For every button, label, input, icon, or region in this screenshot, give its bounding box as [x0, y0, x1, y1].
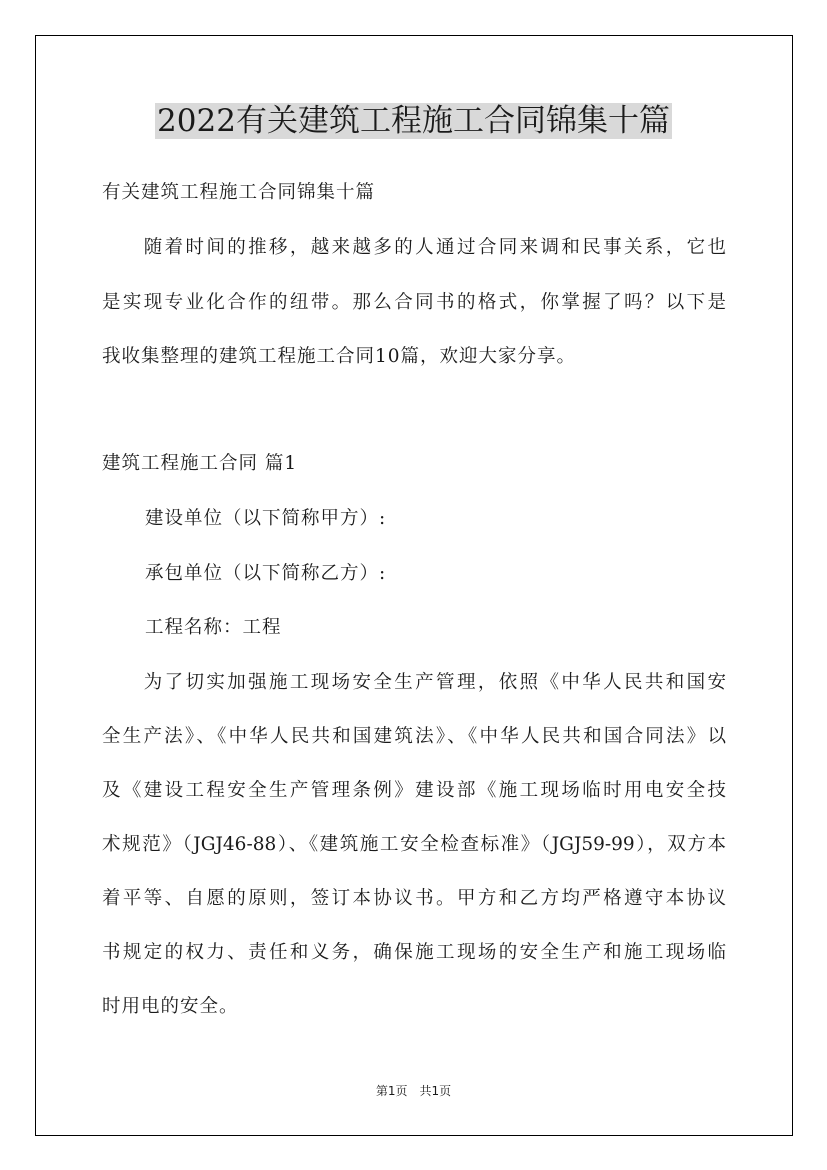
body-line-1: 为了切实加强施工现场安全生产管理，依照《中华人民共和国安	[102, 672, 726, 693]
body-line-4: 术规范》（JGJ46-88）、《建筑施工安全检查标准》（JGJ59-99），双方本	[102, 834, 726, 855]
page-footer: 第1页 共1页	[375, 1084, 452, 1098]
body-line-2: 全生产法》、《中华人民共和国建筑法》、《中华人民共和国合同法》以	[102, 726, 726, 747]
section-heading: 建筑工程施工合同 篇1	[102, 453, 298, 474]
document-title	[0, 98, 827, 144]
intro-line-3: 我收集整理的建筑工程施工合同10篇，欢迎大家分享。	[102, 346, 577, 367]
party-a-field: 建设单位（以下简称甲方）:	[145, 508, 387, 529]
project-name-field: 工程名称：工程	[145, 617, 282, 638]
body-line-3: 及《建设工程安全生产管理条例》建设部《施工现场临时用电安全技	[102, 780, 726, 801]
document-title-text: 2022有关建筑工程施工合同锦集十篇	[157, 103, 670, 139]
party-b-field: 承包单位（以下简称乙方）:	[145, 563, 387, 584]
intro-line-1: 随着时间的推移，越来越多的人通过合同来调和民事关系，它也	[102, 237, 726, 258]
body-line-6: 书规定的权力、责任和义务，确保施工现场的安全生产和施工现场临	[102, 942, 726, 963]
body-line-7: 时用电的安全。	[102, 996, 239, 1017]
body-line-5: 着平等、自愿的原则，签订本协议书。甲方和乙方均严格遵守本协议	[102, 888, 726, 909]
document-subtitle: 有关建筑工程施工合同锦集十篇	[102, 182, 376, 203]
intro-line-2: 是实现专业化合作的纽带。那么合同书的格式，你掌握了吗？以下是	[102, 292, 726, 313]
